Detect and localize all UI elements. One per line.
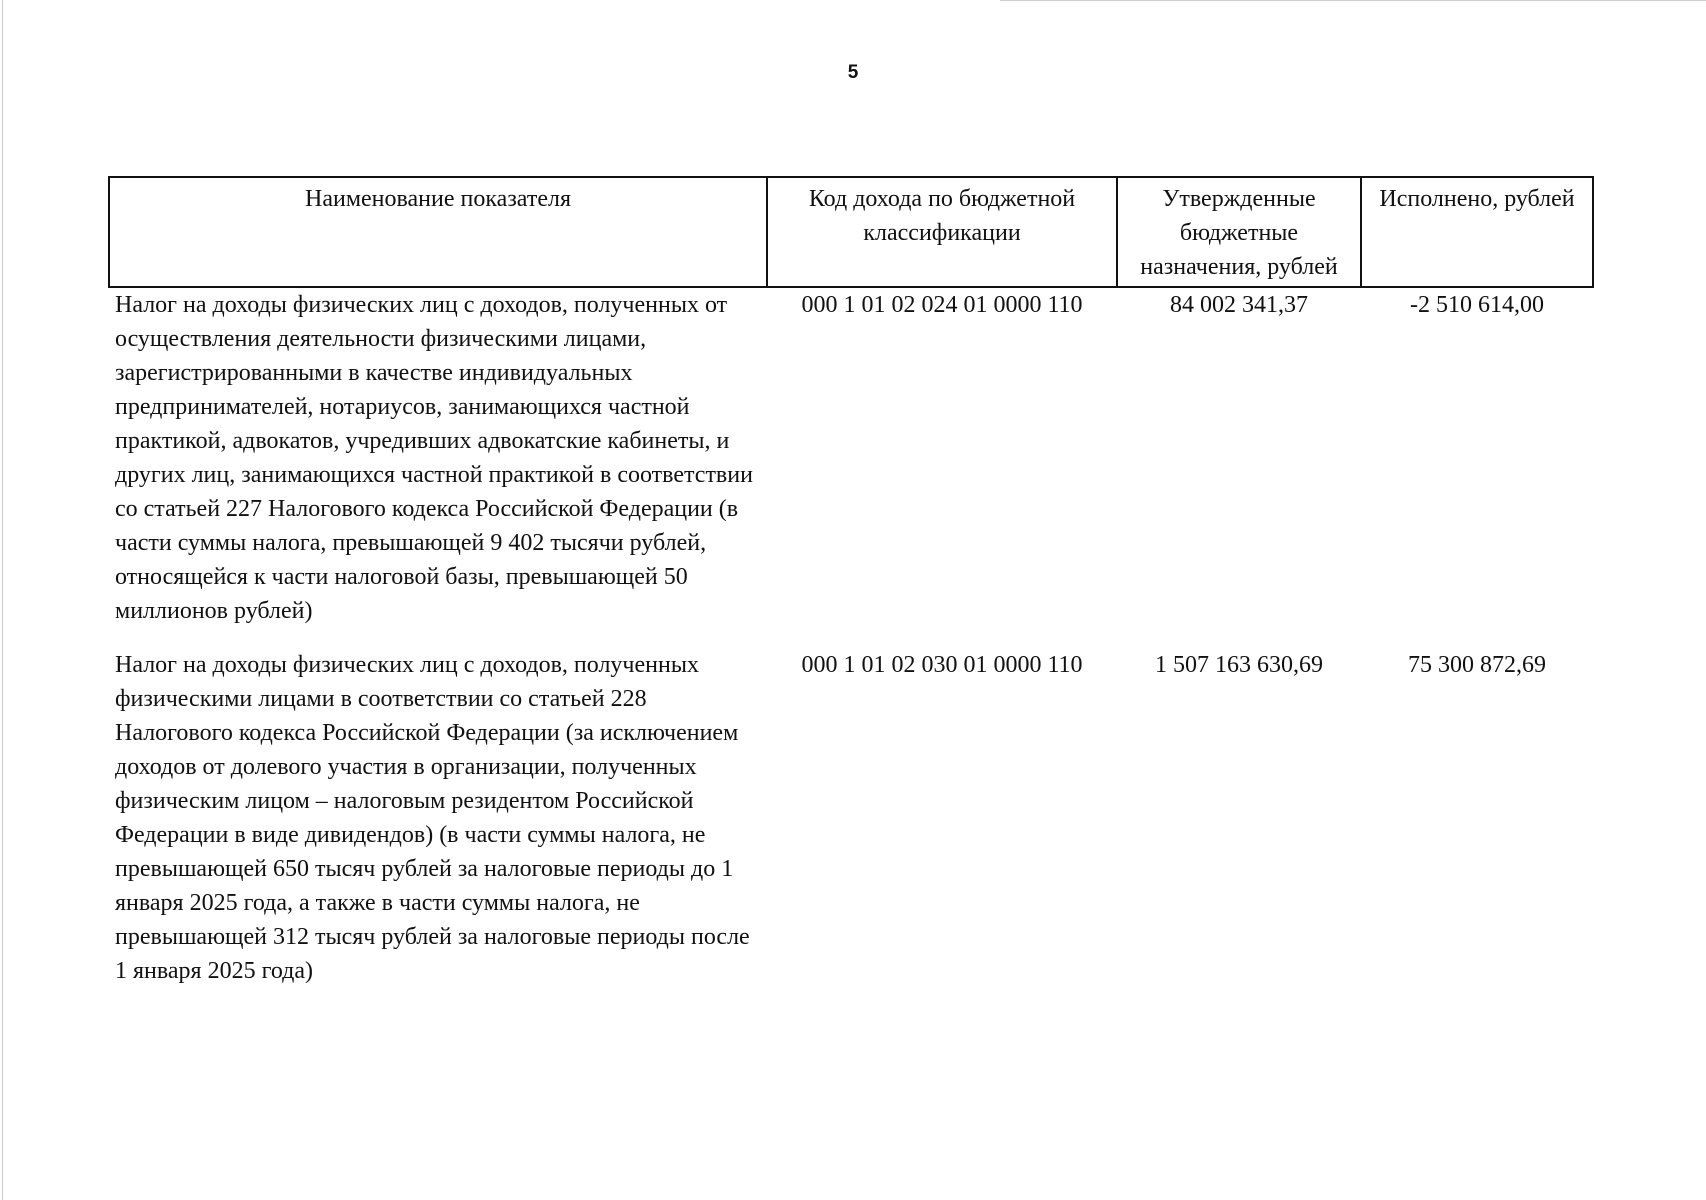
- header-row: [109, 177, 1593, 287]
- scan-edge-top: [1000, 0, 1706, 1]
- row-code: 000 1 01 02 024 01 0000 110: [801, 292, 1083, 318]
- row-executed: 75 300 872,69: [1408, 652, 1546, 678]
- header-name: Наименование показателя: [109, 177, 767, 287]
- table-row: [109, 648, 1593, 988]
- header-code: Код дохода по бюджетной классификации: [767, 177, 1117, 287]
- header-executed: Исполнено, рублей: [1361, 177, 1593, 287]
- table-header: [109, 177, 1593, 287]
- row-executed: -2 510 614,00: [1410, 292, 1544, 318]
- scan-edge-left: [2, 0, 3, 1200]
- row-code: 000 1 01 02 030 01 0000 110: [801, 652, 1083, 678]
- row-plan: 1 507 163 630,69: [1155, 652, 1323, 678]
- header-plan: Утвержденные бюджетные назначения, рублей: [1117, 177, 1361, 287]
- row-name: Налог на доходы физических лиц с доходов, полученных от осуществления деятельности физическими лицами, зарегистрированными в качестве индивидуальных предпринимателей, нотариусов, занимающихся частной практикой, адвокатов, учредивших адвокатские кабинеты, и других лиц, занимающихся частной практикой в соответствии со статьей 227 Налогового кодекса Российской Федерации (в части суммы налога, превышающей 9 402 тысячи рублей, относящейся к части налоговой базы, превышающей 50 миллионов рублей): [115, 292, 753, 624]
- table-body: [109, 287, 1593, 988]
- table-row: [109, 287, 1593, 648]
- page-number: 5: [847, 62, 859, 83]
- revenue-table: [108, 176, 1594, 988]
- row-name: Налог на доходы физических лиц с доходов, полученных физическими лицами в соответствии со статьей 228 Налогового кодекса Российской Федерации (за исключением доходов от долевого участия в организации, полученных физическим лицом – налоговым резидентом Российской Федерации в виде дивидендов) (в части суммы налога, не превышающей 650 тысяч рублей за налоговые периоды до 1 января 2025 года, а также в части суммы налога, не превышающей 312 тысяч рублей за налоговые периоды после 1 января 2025 года): [115, 652, 750, 984]
- row-plan: 84 002 341,37: [1170, 292, 1308, 318]
